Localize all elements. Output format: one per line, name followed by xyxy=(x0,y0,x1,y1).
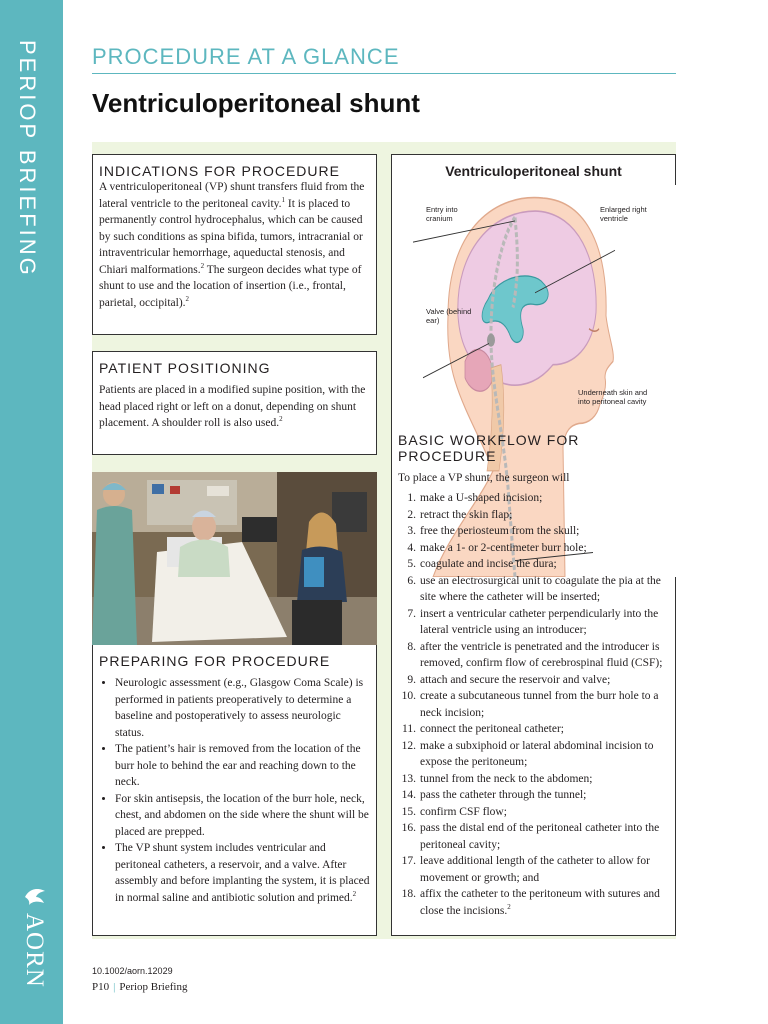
aorn-bird-icon xyxy=(23,885,47,909)
list-item: 2. retract the skin flap; xyxy=(407,508,513,521)
aorn-logo-text: AORN xyxy=(21,913,48,988)
list-item: 8. after the ventricle is penetrated and the introducer is removed, confirm flow of cerebrospinal fluid (CSF); xyxy=(407,640,663,669)
list-item: 16. pass the distal end of the peritoneal catheter into the peritoneal cavity; xyxy=(401,822,660,851)
list-item: 9. attach and secure the reservoir and valve; xyxy=(407,673,611,686)
preparing-list xyxy=(99,675,370,906)
folio-divider: | xyxy=(113,981,116,993)
aorn-logo xyxy=(20,885,50,995)
page-title: Ventriculoperitoneal shunt xyxy=(92,88,420,118)
sidebar-band xyxy=(0,0,63,1024)
list-item: 14. pass the catheter through the tunnel; xyxy=(401,789,587,801)
list-item: 11. connect the peritoneal catheter; xyxy=(402,723,564,735)
page-number: P10 xyxy=(92,981,110,993)
indications-text: A ventriculoperitoneal (VP) shunt transfers fluid from the lateral ventricle to the peritoneal cavity.$^1$ It is placed to permanently control hydrocephalus, which can be caused by such conditions as spina bifida, tumors, intracranial or intraventricular hemorrhage, aqueductal stenosis, and Chiari malformations.$^2$ The surgeon decides what type of shunt to use and the location of insertion (i.e., frontal, parietal, occipital).$^2$ xyxy=(99,181,365,309)
workflow-heading: BASIC WORKFLOW FOR PROCEDURE xyxy=(398,432,580,464)
kicker-divider xyxy=(92,73,676,74)
indications-heading: INDICATIONS FOR PROCEDURE xyxy=(99,163,340,179)
list-item: 3. free the periosteum from the skull; xyxy=(407,525,580,537)
list-item: 12. make a subxiphoid or lateral abdominal incision to expose the peritoneum; xyxy=(401,739,654,768)
workflow-section xyxy=(398,432,670,919)
list-item: 5. coagulate and incise the dura; xyxy=(407,558,557,570)
list-item: • For skin antisepsis, the location of the burr hole, neck, chest, and abdomen on the side where the shunt will be placed are prepped. xyxy=(115,791,370,841)
doi-reference: 10.1002/aorn.12029 xyxy=(92,966,173,976)
preparing-box xyxy=(92,645,377,936)
section-name: Periop Briefing xyxy=(119,981,188,993)
label-peritoneal: Underneath skin and into peritoneal cavity xyxy=(578,388,648,406)
positioning-box xyxy=(92,351,377,455)
label-enlarged-ventricle: Enlarged right ventricle xyxy=(600,205,647,223)
diagram-workflow-box xyxy=(391,154,676,936)
list-item: • The patient’s hair is removed from the location of the burr hole to behind the ear and reaching down to the neck. xyxy=(115,741,370,791)
label-valve: Valve (behind ear) xyxy=(426,307,472,325)
indications-box xyxy=(92,154,377,335)
list-item: 6. use an electrosurgical unit to coagulate the pia at the site where the catheter will be inserted; xyxy=(407,574,661,603)
label-entry-cranium: Entry into cranium xyxy=(426,205,458,223)
positioning-text: Patients are placed in a modified supine position, with the head placed right or left on a donut, depending on shunt placement. A shoulder roll is also used.$^2$ xyxy=(99,384,366,429)
list-item: 4. make a 1- or 2-centimeter burr hole; xyxy=(407,541,587,554)
positioning-heading: PATIENT POSITIONING xyxy=(99,360,271,376)
list-item: 7. insert a ventricular catheter perpendicularly into the lateral ventricle using an introducer; xyxy=(407,607,659,636)
list-item: 15. confirm CSF flow; xyxy=(401,805,507,818)
hospital-room-illustration xyxy=(92,472,377,645)
sidebar-title-text: PERIOP BRIEFING xyxy=(15,40,40,278)
patient-consult-photo xyxy=(92,472,377,645)
workflow-steps xyxy=(398,490,670,919)
list-item: • The VP shunt system includes ventricular and peritoneal catheters, a reservoir, and a valve. After assembly and before implanting the system, it is placed in normal saline and antibiotic solution and primed.$^2$ xyxy=(115,840,370,906)
preparing-heading: PREPARING FOR PROCEDURE xyxy=(99,653,331,669)
list-item: • Neurologic assessment (e.g., Glasgow Coma Scale) is performed in patients preoperatively to determine a baseline and postoperatively to assess neurologic status. xyxy=(115,675,370,741)
list-item: 10. create a subcutaneous tunnel from the burr hole to a neck incision; xyxy=(401,690,659,719)
list-item: 17. leave additional length of the catheter to allow for movement or growth; and xyxy=(401,855,650,884)
workflow-intro: To place a VP shunt, the surgeon will xyxy=(398,472,570,484)
diagram-title: Ventriculoperitoneal shunt xyxy=(445,163,622,179)
section-kicker: PROCEDURE AT A GLANCE xyxy=(92,44,400,69)
list-item: 13. tunnel from the neck to the abdomen; xyxy=(401,772,593,785)
sidebar-title xyxy=(14,40,54,280)
list-item: 18. affix the catheter to the peritoneum with sutures and close the incisions.$^2$ xyxy=(401,888,660,917)
page-folio xyxy=(92,981,187,993)
list-item: 1. make a U-shaped incision; xyxy=(407,492,543,504)
